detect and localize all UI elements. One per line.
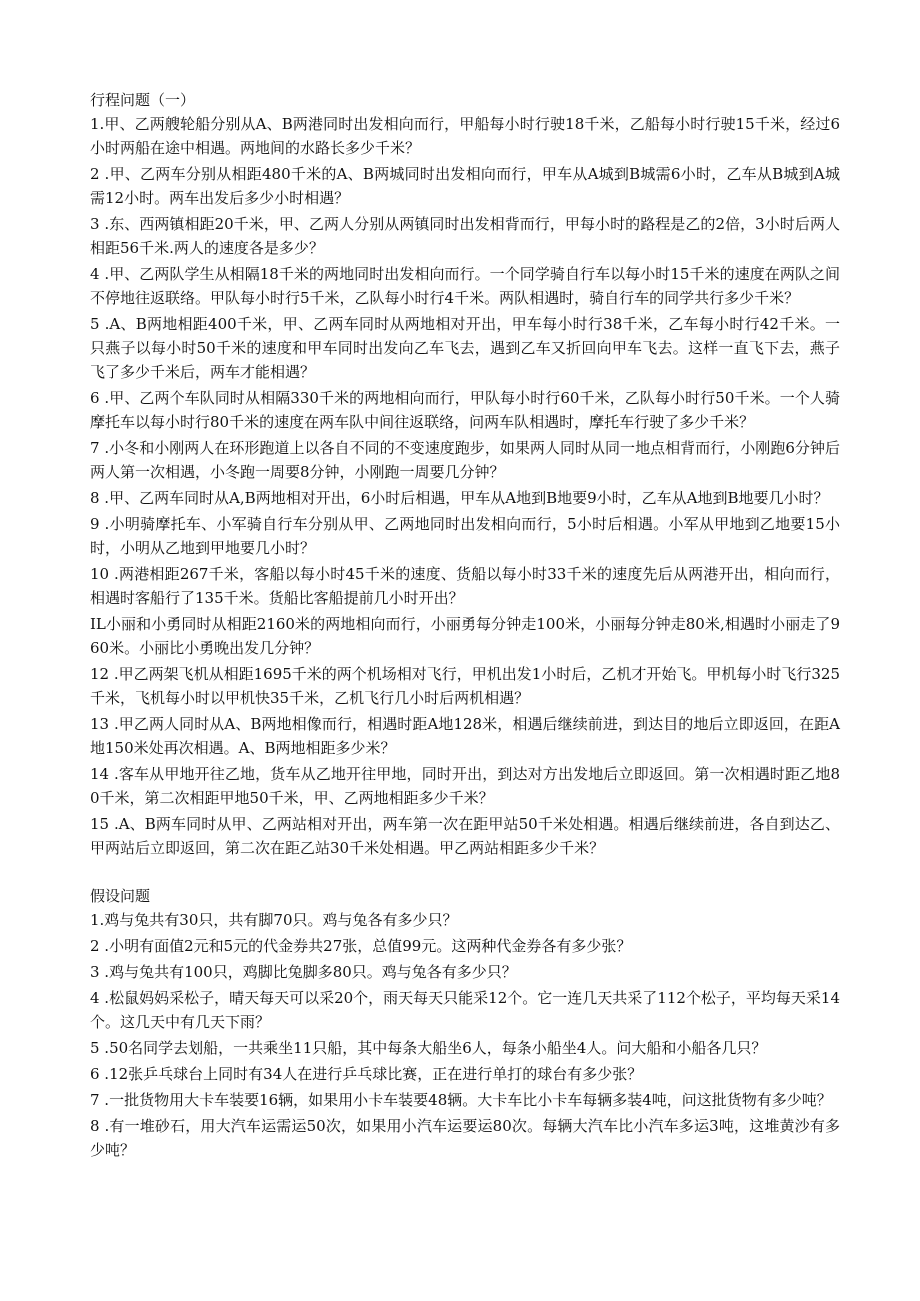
problem-item: 10 .两港相距267千米，客船以每小时45千米的速度、货船以每小时33千米的速度先后从两港开出，相向而行，相遇时客船行了135千米。货船比客船提前几小时开出？ <box>90 565 840 607</box>
problem-item: 7 .一批货物用大卡车装要16辆，如果用小卡车装要48辆。大卡车比小卡车每辆多装4吨，问这批货物有多少吨？ <box>90 1091 832 1109</box>
problem-item: 6 .甲、乙两个车队同时从相隔330千米的两地相向而行，甲队每小时行60千米，乙队每小时行50千米。一个人骑摩托车以每小时行80千米的速度在两车队中间往返联络，问两车队相遇时，摩托车行驶了多少千米？ <box>90 389 840 431</box>
problem-item: 5 .50名同学去划船，一共乘坐11只船，其中每条大船坐6人，每条小船坐4人。问大船和小船各几只？ <box>90 1039 767 1057</box>
problem-item: 5 .A、B两地相距400千米，甲、乙两车同时从两地相对开出，甲车每小时行38千米，乙车每小时行42千米。一只燕子以每小时50千米的速度和甲车同时出发向乙车飞去，遇到乙车又折回向甲车飞去。这样一直飞下去，燕子飞了多少千米后，两车才能相遇？ <box>90 315 840 381</box>
section-title: 假设问题 <box>90 887 151 905</box>
problem-item: 13 .甲乙两人同时从A、B两地相像而行，相遇时距A地128米，相遇后继续前进，到达目的地后立即返回，在距A地150米处再次相遇。A、B两地相距多少米？ <box>90 715 840 757</box>
problem-item: 7 .小冬和小刚两人在环形跑道上以各自不同的不变速度跑步，如果两人同时从同一地点相背而行，小刚跑6分钟后两人第一次相遇，小冬跑一周要8分钟，小刚跑一周要几分钟？ <box>90 439 840 481</box>
section-title: 行程问题（一） <box>90 91 196 109</box>
problem-item: 2 .甲、乙两车分别从相距480千米的A、B两城同时出发相向而行，甲车从A城到B城需6小时，乙车从B城到A城需12小时。两车出发后多少小时相遇？ <box>90 165 840 207</box>
section-spacer <box>90 862 840 884</box>
problem-item: 15 .A、B两车同时从甲、乙两站相对开出，两车第一次在距甲站50千米处相遇。相遇后继续前进，各自到达乙、甲两站后立即返回，第二次在距乙站30千米处相遇。甲乙两站相距多少千米？ <box>90 815 840 857</box>
problem-item: 9 .小明骑摩托车、小军骑自行车分别从甲、乙两地同时出发相向而行，5小时后相遇。小军从甲地到乙地要15小时，小明从乙地到甲地要几小时？ <box>90 515 840 557</box>
problem-item: 4 .松鼠妈妈采松子，晴天每天可以采20个，雨天每天只能采12个。它一连几天共采了112个松子，平均每天采14个。这几天中有几天下雨？ <box>90 989 840 1031</box>
problem-item: 3 .东、西两镇相距20千米，甲、乙两人分别从两镇同时出发相背而行，甲每小时的路程是乙的2倍，3小时后两人相距56千米.两人的速度各是多少？ <box>90 215 840 257</box>
problem-item: 2 .小明有面值2元和5元的代金券共27张，总值99元。这两种代金券各有多少张？ <box>90 937 632 955</box>
problem-item: 14 .客车从甲地开往乙地，货车从乙地开往甲地，同时开出，到达对方出发地后立即返回。第一次相遇时距乙地80千米，第二次相距甲地50千米，甲、乙两地相距多少千米？ <box>90 765 840 807</box>
problem-item: IL小丽和小勇同时从相距2160米的两地相向而行，小丽勇每分钟走100米，小丽每分钟走80米,相遇时小丽走了960米。小丽比小勇晚出发几分钟？ <box>90 615 840 657</box>
problem-item: 12 .甲乙两架飞机从相距1695千米的两个机场相对飞行，甲机出发1小时后，乙机才开始飞。甲机每小时飞行325千米，飞机每小时以甲机快35千米，乙机飞行几小时后两机相遇？ <box>90 665 840 707</box>
problem-item: 8 .有一堆砂石，用大汽车运需运50次，如果用小汽车运要运80次。每辆大汽车比小汽车多运3吨，这堆黄沙有多少吨？ <box>90 1117 840 1159</box>
problem-item: 8 .甲、乙两车同时从A,B两地相对开出，6小时后相遇，甲车从A地到B地要9小时，乙车从A地到B地要几小时？ <box>90 489 829 507</box>
problem-item: 6 .12张乒乓球台上同时有34人在进行乒乓球比赛，正在进行单打的球台有多少张？ <box>90 1065 643 1083</box>
section-travel-problems <box>90 88 840 860</box>
section-assumption-problems <box>90 884 840 1162</box>
problem-item: 1.甲、乙两艘轮船分别从A、B两港同时出发相向而行，甲船每小时行驶18千米，乙船每小时行驶15千米，经过6小时两船在途中相遇。两地间的水路长多少千米？ <box>90 115 840 157</box>
document-page <box>90 88 840 1164</box>
problem-item: 3 .鸡与兔共有100只，鸡脚比兔脚多80只。鸡与兔各有多少只？ <box>90 963 517 981</box>
problem-item: 1.鸡与兔共有30只，共有脚70只。鸡与兔各有多少只？ <box>90 911 458 929</box>
problem-item: 4 .甲、乙两队学生从相隔18千米的两地同时出发相向而行。一个同学骑自行车以每小时15千米的速度在两队之间不停地往返联络。甲队每小时行5千米，乙队每小时行4千米。两队相遇时，骑自行车的同学共行多少千米？ <box>90 265 840 307</box>
